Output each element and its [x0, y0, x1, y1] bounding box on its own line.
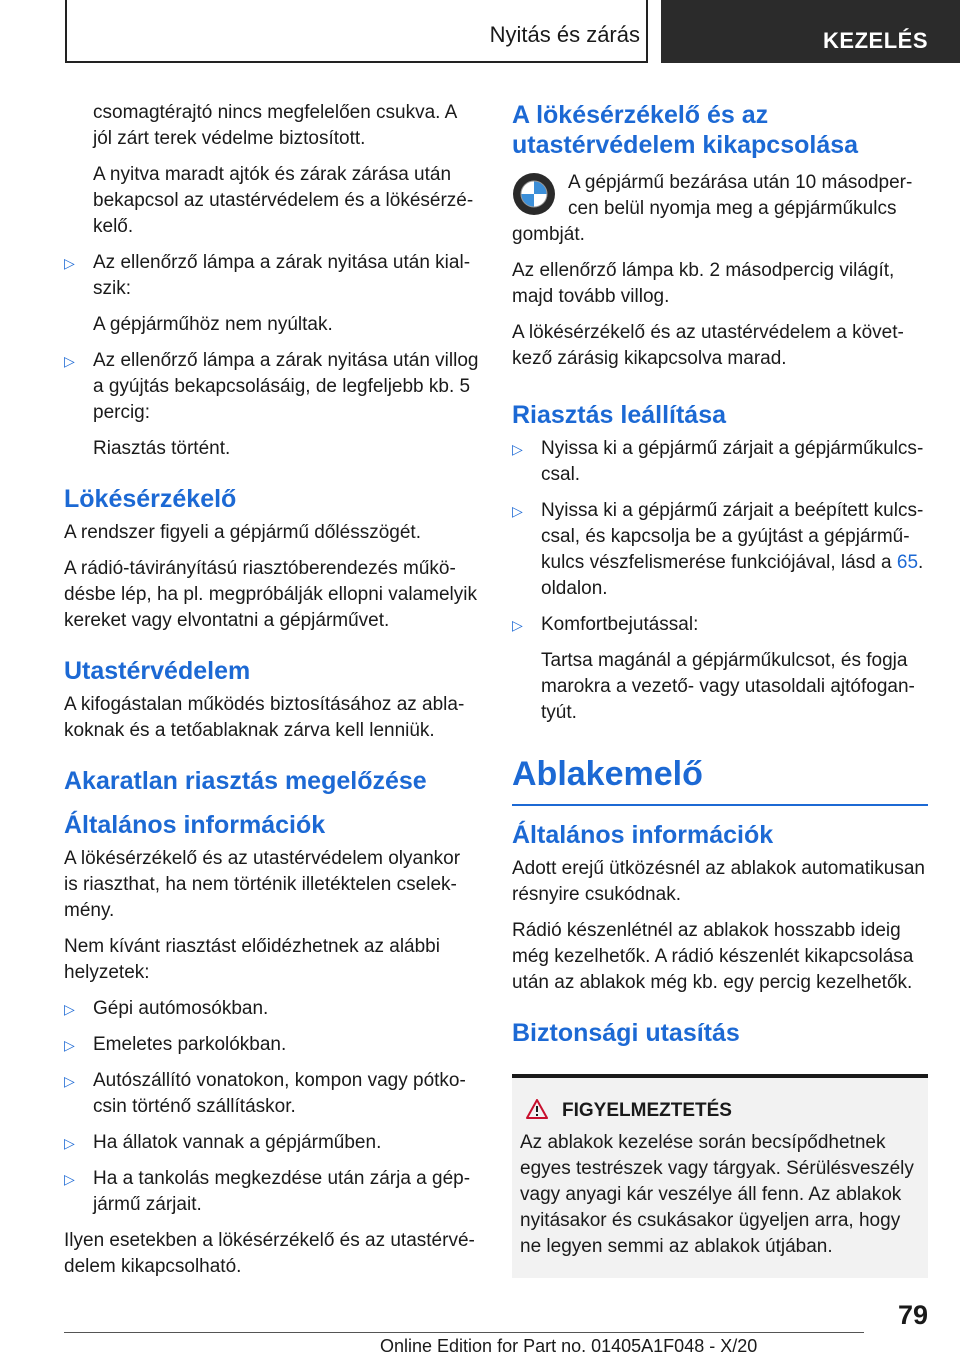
- bullet-triangle-icon: ▷: [512, 503, 523, 519]
- interior-paragraph: A kifogástalan működés biztosításához az ablakoknak és a tetőablaknak zárva kell lenniük.: [64, 694, 465, 741]
- disable-paragraph-3: A lökésérzékelő és az utastérvédelem a következő zárásig kikapcsolva marad.: [512, 322, 904, 369]
- list-item-text: Ha a tankolás megkezdése után zárja a gépjármű zárjait.: [93, 1168, 471, 1215]
- warning-title-text: FIGYELMEZTETÉS: [562, 1100, 732, 1121]
- shock-paragraph-2: A rádió-távirányítású riasztóberendezés működésbe lép, ha pl. megpróbálják ellopni valamelyik kereket vagy elvontatni a gépjárművet.: [64, 558, 477, 631]
- list-item-result: Riasztás történt.: [93, 438, 231, 459]
- right-column: [512, 100, 928, 1278]
- header-chapter-tab: KEZELÉS: [661, 0, 960, 63]
- list-item-text: Komfortbejutással:: [541, 614, 699, 635]
- bullet-triangle-icon: ▷: [64, 353, 75, 369]
- list-item-result: A gépjárműhöz nem nyúltak.: [93, 314, 333, 335]
- heading-interior-protection: Utastérvédelem: [64, 657, 251, 685]
- shock-paragraph-1: A rendszer figyeli a gépjármű dőlésszögét.: [64, 522, 421, 543]
- list-item: [64, 1166, 479, 1218]
- list-item: [512, 498, 928, 602]
- heading-stop-alarm: Riasztás leállítása: [512, 401, 727, 429]
- list-item-text-post: . oldalon.: [541, 552, 924, 599]
- closing-paragraph: Ilyen esetekben a lökésérzékelő és az utastérvédelem kikapcsolható.: [64, 1230, 475, 1277]
- heading-general-info: Általános információk: [512, 821, 774, 849]
- header-section-title: Nyitás és zárás: [489, 22, 640, 47]
- list-item-text: Gépi autómosókban.: [93, 998, 269, 1019]
- general-paragraph-1: A lökésérzékelő és az utastérvédelem olyankor is riaszthat, ha nem történik illetéktelen cselekmény.: [64, 848, 461, 921]
- disable-paragraph-1: [512, 170, 928, 248]
- windows-paragraph-2: Rádió készenlétnél az ablakok hosszabb ideig még kezelhetők. A rádió készenlét kikapcsolása után az ablakok még kb. egy percig kezelhetők.: [512, 920, 914, 993]
- bullet-triangle-icon: ▷: [64, 1037, 75, 1053]
- list-item: [64, 996, 479, 1022]
- list-item: [64, 1032, 479, 1058]
- bullet-triangle-icon: ▷: [512, 441, 523, 457]
- footer-divider: [64, 1332, 864, 1333]
- intro-paragraph-1: csomagtérajtó nincs megfelelően csukva. A jól zárt terek védelme biztosított.: [93, 102, 457, 149]
- list-item-text: Nyissa ki a gépjármű zárjait a gépjárműkulcscsal.: [541, 438, 924, 485]
- intro-paragraph-2: A nyitva maradt ajtók és zárak zárása után bekapcsol az utastérvédelem és a lökésérzékelő.: [93, 164, 474, 237]
- list-item-text: Autószállító vonatokon, kompon vagy pótkocsin történő szállításkor.: [93, 1070, 466, 1117]
- list-item-text-pre: Nyissa ki a gépjármű zárjait a beépített kulcscsal, és kapcsolja be a gyújtást a gépjárműkulcs vészfelismerése funkciójával, lásd a: [541, 500, 924, 573]
- list-item-text: Ha állatok vannak a gépjárműben.: [93, 1132, 382, 1153]
- list-item: [512, 436, 928, 488]
- list-item-text: Az ellenőrző lámpa a zárak nyitása után kialszik:: [93, 252, 471, 299]
- list-item: [64, 1068, 479, 1120]
- warning-triangle-icon: [526, 1099, 548, 1119]
- heading-disable-sensors: A lökésérzékelő és az utastérvédelem kikapcsolása: [512, 101, 859, 159]
- list-item: [64, 250, 479, 302]
- left-column: [64, 100, 479, 1290]
- warning-title: [520, 1098, 920, 1124]
- footer-edition-text: Online Edition for Part no. 01405A1F048 - X/20: [380, 1336, 758, 1356]
- bmw-logo-icon: [512, 172, 556, 216]
- bullet-triangle-icon: ▷: [64, 1073, 75, 1089]
- list-item: [64, 1130, 479, 1156]
- bullet-triangle-icon: ▷: [64, 1001, 75, 1017]
- page-number: 79: [897, 1300, 928, 1330]
- bullet-triangle-icon: ▷: [64, 1135, 75, 1151]
- warning-text: Az ablakok kezelése során becsípődhetnek egyes testrészek vagy tárgyak. Sérülésveszély vagy anyagi kár veszélye áll fenn. Az ablakok nyitásakor és csukásakor ügyeljen arra, hogy ne legyen semmi az ablakok útjában.: [520, 1132, 914, 1257]
- warning-box: [512, 1074, 928, 1278]
- list-item: [512, 612, 928, 638]
- heading-safety-note: Biztonsági utasítás: [512, 1019, 740, 1047]
- disable-paragraph-1-text: A gépjármű bezárása után 10 másodpercen belül nyomja meg a gépjárműkulcs gombját.: [512, 172, 913, 245]
- page-reference-link[interactable]: 65: [896, 552, 919, 573]
- list-item-text: Emeletes parkolókban.: [93, 1034, 287, 1055]
- windows-paragraph-1: Adott erejű ütközésnél az ablakok automatikusan résnyire csukódnak.: [512, 858, 925, 905]
- list-item-text: Az ellenőrző lámpa a zárak nyitása után villog a gyújtás bekapcsolásáig, de legfeljebb kb. 5 percig:: [93, 350, 479, 423]
- bullet-triangle-icon: ▷: [64, 1171, 75, 1187]
- heading-general-info: Általános információk: [64, 811, 326, 839]
- disable-paragraph-2: Az ellenőrző lámpa kb. 2 másodpercig világít, majd tovább villog.: [512, 260, 895, 307]
- list-item-result: Tartsa magánál a gépjárműkulcsot, és fogja marokra a vezető- vagy utasoldali ajtófogantyút.: [541, 650, 915, 723]
- bullet-triangle-icon: ▷: [64, 255, 75, 271]
- bullet-triangle-icon: ▷: [512, 617, 523, 633]
- footer-edition: [380, 1336, 757, 1357]
- heading-shock-sensor: Lökésérzékelő: [64, 485, 237, 513]
- heading-avoid-false-alarm: Akaratlan riasztás megelőzése: [64, 767, 427, 795]
- heading-window-lifter: Ablakemelő: [512, 752, 928, 806]
- general-paragraph-2: Nem kívánt riasztást előidézhetnek az alábbi helyzetek:: [64, 936, 440, 983]
- list-item: [64, 348, 479, 426]
